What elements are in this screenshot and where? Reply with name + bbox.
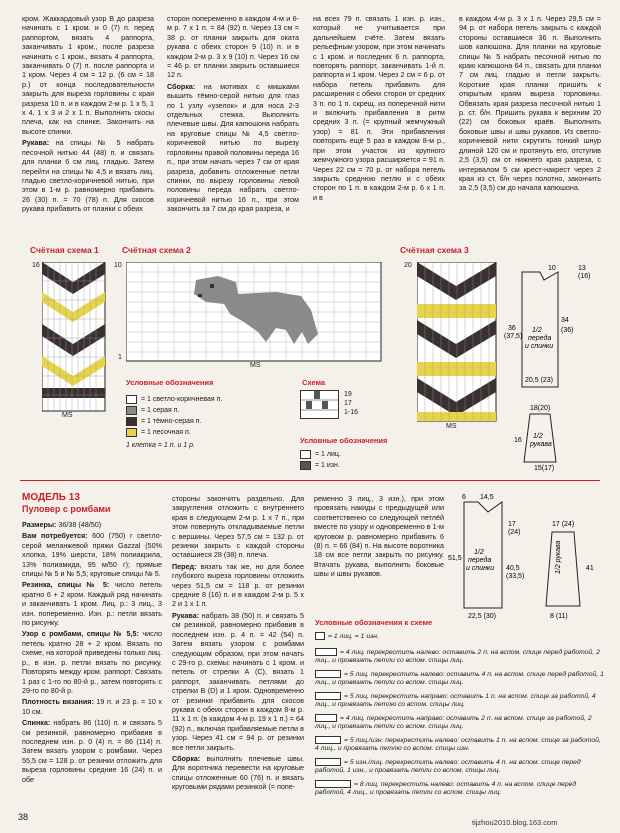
- cable-4-right-symbol: [315, 714, 337, 722]
- text-sleeves-continued: сторон попеременно в каждом 4-м и 6-м р. 7 х 1 п. = 84 (92) п. Через 13 см = 38 р. от планки закрыть для оката рукава с обеих сторон 9 (10) п. и в каждом 2-м р. 3 х 9 (10) п. Через 16 см = 46 р. от планки закрыть оставшиеся 12 п.: [167, 14, 299, 80]
- bottom-legend-text-8: = 8 лиц. перекрестить налево: оставить 4 п. на вспом. спице перед работой, 4 лиц., и провязать петли со вспом. спицы лиц.: [315, 780, 577, 797]
- legend-1-item-3: [126, 417, 202, 426]
- svg-text:(24): (24): [508, 529, 521, 536]
- svg-text:рукава: рукава: [530, 441, 552, 448]
- rib-text: число петель кратно 6 + 2 кром. Каждый ряд начинать и заканчивать 1 кром. Лиц. р.: 3 лиц., 3 изн. попеременно. Изн. р.: петли вязать по рисунку.: [22, 580, 163, 628]
- bottom-legend-item-5: [315, 714, 605, 732]
- bottom-legend-text-5: = 4 лиц. перекрестить направо: оставить 2 п. на вспом. спице за работой, 2 лиц., и провязать петли со вспом. спицы лиц.: [315, 714, 592, 731]
- svg-text:и спинки: и спинки: [525, 343, 554, 350]
- text-back-continuation: кром. Жаккардовый узор В до разреза начинать с 1 кром. и 0 (7) п. перед раппортом, вязать 4 раппорта, заканчивать 1 кром., после разреза начинать с 1 кром., вязать 4 раппорта, заканчивать 0 (7) п. после раппорта и 1 кром. Через 4 см = 12 р. (6 см = 18 р.) от конца последовательности закрыть для выреза горловины с края разреза 10 п. и в каждом 2-м р. 1 х 5, 1 х 4, 1 х 3 и 2 х 1 п. Выполнить скосы плеча, как на спинке. Закончить на высоте спинки.: [22, 14, 154, 136]
- model-subtitle: Пуловер с ромбами: [22, 504, 111, 514]
- svg-text:13: 13: [578, 265, 586, 272]
- legend-1-note: 1 клетка = 1 п. и 1 р.: [126, 442, 196, 449]
- neckline-text: стороны закончить раздельно. Для закругления отложить с внутреннего края в следующем 2-м р. 1 х 7 п., при этом повернуть откладываемые петли с вершины. Через 57,5 см = 132 р. от резинки закрыть с каждой стороны оставшиеся 28 (38) п. плеча.: [172, 494, 304, 560]
- text-column-4: [459, 14, 601, 195]
- legend-1-label-4: = 1 песочная п.: [141, 429, 191, 436]
- svg-text:(33,5): (33,5): [506, 573, 525, 580]
- legend-1-item-1: [126, 395, 222, 404]
- chart-1-grid: [42, 262, 106, 412]
- legend-1-item-2: [126, 406, 180, 415]
- text-finishing: в каждом 4-м р. 3 х 1 п. Через 29,5 см = 94 р. от набора петель закрыть с каждой стороны оставшиеся 36 п. Выполнить шов капюшона. Для планки на круговые спицы № 5 набрать песочной нитью по краю капюшона 64 п., связать для планки 7 см лиц. гладью и петли закрыть. Короткие края планки пришить к открытым краям выреза горловины. Обвязать края разреза песочной нитью 1 р. ст. б/н. Пришить рукава к верхним 20 (22) см боковых краёв. Выполнить боковые швы и швы рукавов. Из светло-коричневой нити скрутить тонкий шнур длиной 120 см и протянуть его, отступив 2,5 (3,5) см от нижнего края разреза, с интервалом 5 см крест-накрест через 2 края из ст. б/н через полотно, закончить за 2,5 (3,5) см до начала капюшона.: [459, 14, 601, 193]
- legend-1-swatch-4: [126, 428, 137, 437]
- front-text: вязать так же, но для более глубокого выреза горловины отложить через 51,5 см = 118 р. от резинки средние 8 (16) п. и в каждом 2-м р. 5 х 2 и 1 х 1 п.: [172, 561, 304, 609]
- svg-text:переда: переда: [468, 557, 492, 564]
- svg-text:1/2: 1/2: [474, 549, 484, 556]
- page-number: 38: [18, 812, 29, 822]
- chart-3-title: Счётная схема 3: [400, 245, 469, 255]
- cable-8-left-symbol: [315, 780, 351, 788]
- svg-text:15(17): 15(17): [534, 465, 555, 472]
- model-assembly-text: выполнить плечевые швы. Для воротника перевести на круговые спицы отложенные 60 (76) п. и вязать круговыми рядами резинкой (= попе-: [172, 753, 304, 792]
- svg-text:41: 41: [586, 565, 594, 572]
- schematic-pullover: [448, 490, 608, 630]
- bottom-legend-title: Условные обозначения к схеме: [315, 618, 433, 627]
- svg-text:34: 34: [561, 317, 569, 324]
- legend-1-swatch-3: [126, 417, 137, 426]
- svg-text:10: 10: [548, 265, 556, 272]
- bottom-legend-text-2: = 4 лиц. перекрестить налево: оставить 2 п. на вспом. спице перед работой, 2 лиц., и провязать петли со вспом. спицы лиц.: [315, 648, 600, 665]
- text-column-2: [167, 14, 299, 216]
- front-label: Перед:: [172, 561, 197, 571]
- bottom-legend-text-1: = 1 лиц. = 1 изн.: [328, 632, 379, 640]
- back-text: набрать 86 (110) п. и связать 5 см резинкой, равномерно прибавив в последнем изн. р. 0 (4) п. = 86 (114) п. Затем вязать узором с ромбами. Через 55,5 см = 128 р. от резинки отложить для выреза горловины средние 16 (24) п. и обе: [22, 718, 162, 784]
- chart-1-title: Счётная схема 1: [30, 245, 99, 255]
- bottom-legend-item-8: [315, 780, 605, 798]
- cable-5-right-symbol: [315, 692, 341, 700]
- cable-5-knit-purl-symbol: [315, 736, 341, 744]
- bottom-legend-text-4: = 5 лиц. перекрестить направо: оставить 1 п. на вспом. спице за работой, 4 лиц., и провязать петлю со вспом. спицы лиц.: [315, 692, 596, 709]
- legend-2-item-1: [300, 450, 341, 459]
- bottom-legend-item-3: [315, 670, 605, 688]
- legend-2-swatch-purl: [300, 461, 311, 470]
- legend-2-label-purl: = 1 изн.: [315, 462, 340, 469]
- legend-1-title: Условные обозначения: [126, 378, 214, 387]
- bottom-legend-text-7: = 5 изн./лиц. перекрестить налево: оставить 4 п. на вспом. спице перед работой, 1 изн., и провязать петли со вспом. спицы лиц.: [315, 758, 581, 775]
- legend-1-label-3: = 1 тёмно-серая п.: [141, 418, 202, 425]
- collar-text: ременно 3 лиц., 3 изн.), при этом провязать накиды с предыдущей или соответственно со следующей петлёй вместе по узору и одновременно в 1-м круговом р. равномерно прибавить 6 (8) п. = 66 (84) п. На высоте воротника 18 см все петли закрыть по рисунку. Втачать рукава, выполнить боковые швы и швы рукавов.: [314, 494, 444, 579]
- chart-1-row-label-16: 16: [32, 262, 40, 269]
- site-watermark: tijzhou2010.blog.163.com: [472, 818, 558, 827]
- cable-5-left-symbol: [315, 670, 341, 678]
- svg-text:и спинки: и спинки: [466, 565, 495, 572]
- svg-text:18(20): 18(20): [530, 405, 551, 412]
- svg-text:(37,5): (37,5): [504, 333, 523, 340]
- materials-label: Вам потребуется:: [22, 531, 88, 541]
- cable-5-purl-knit-symbol: [315, 758, 341, 766]
- chart-2-row-label-1: 1: [118, 354, 122, 361]
- scheme-title: Схема: [302, 378, 326, 387]
- svg-text:40,5: 40,5: [506, 565, 520, 572]
- svg-text:1/2: 1/2: [533, 433, 543, 440]
- model-column-3: [314, 494, 444, 581]
- bottom-legend-text-6: = 5 лиц./изн. перекрестить налево: оставить 1 п. на вспом. спице за работой, 4 лиц., и провязать петлю со вспом. спицы изн.: [315, 736, 601, 753]
- materials-text: 600 (750) г светло-серой меланжевой пряжи Gazzal (50% хлопка, 19% шерсти, 18% полиакрила, 13% полиамида, 95 м/50 г); прямые спицы № 5 и № 5,5; круговые спицы № 5.: [22, 531, 163, 579]
- cable-4-left-symbol: [315, 648, 337, 656]
- bottom-legend-text-3: = 5 лиц. перекрестить налево: оставить 4 п. на вспом. спице перед работой, 1 лиц., и провязать петли со вспом. спицы лиц.: [315, 670, 604, 687]
- chart-3-grid: [417, 262, 497, 422]
- bottom-legend-item-4: [315, 692, 605, 710]
- legend-1-item-4: [126, 428, 191, 437]
- legend-2-title: Условные обозначения: [300, 436, 388, 445]
- bottom-legend-item-1: [315, 632, 605, 641]
- chart-2-ms-label: MS: [250, 362, 261, 369]
- rhomb-label: Узор с ромбами, спицы № 5,5:: [22, 629, 139, 639]
- legend-1-swatch-1: [126, 395, 137, 404]
- chart-3-ms-label: MS: [446, 423, 457, 430]
- legend-2-label-knit: = 1 лиц.: [315, 451, 341, 458]
- section-divider: [20, 480, 600, 481]
- svg-text:8 (11): 8 (11): [550, 613, 568, 620]
- svg-text:20,5 (23): 20,5 (23): [525, 377, 554, 384]
- text-column-1: [22, 14, 154, 216]
- model-sleeves-text: набрать 38 (50) п. и связать 5 см резинкой, равномерно прибавив в последнем изн. р. 4 п. = 42 (54) п. Затем вязать узором с ромбами следующим образом, при этом начать с 29-го р. схемы: начинать с 1 кром. и петель от стрелки А (С), вязать 1 раппорт, заканчивать петлями до стрелки В (D) и 1 кром. Одновременно от резинки прибавить для скосов рукава с обеих сторон в каждом 8-м р. 11 х 1 п. (в каждом 4-м р. 19 х 1 п.) = 64 (92) п., включая прибавляемые петли в узор. Через 41 см = 94 р. от резинки все петли закрыть.: [172, 610, 305, 752]
- scheme-row-19: 19: [344, 391, 352, 398]
- svg-text:6: 6: [462, 494, 466, 501]
- text-sleeves: на спицы № 5 набрать песочной нитью 44 (48) п. и связать для планки 6 см лиц. гладью. Затем перейти на спицы № 4,5 и вязать лиц. гладью светло-коричневой нитью, при этом в 1-м р. равномерно прибавить 26 (30) п. = 70 (78) п. Для скосов рукава прибавить от планки с обеих: [22, 138, 154, 214]
- scheme-grid: [300, 390, 340, 420]
- svg-text:(16): (16): [578, 273, 591, 280]
- model-sleeves-label: Рукава:: [172, 610, 200, 620]
- legend-1-label-1: = 1 светло-коричневая п.: [141, 396, 223, 403]
- svg-text:17: 17: [508, 521, 516, 528]
- chart-2-row-label-10: 10: [114, 262, 122, 269]
- text-hood: на всех 79 п. связать 1 изн. р. изн., который не учитывается при дальнейшем счёте. Затем вязать рельефным узором, при этом начинать с 1 кром. и последних 6 п. раппорта, повторять раппорт, заканчивать 1-й п. раппорта и 1 кром. Через 2 см = 6 р. от набора петель прибавить для расширения с обеих сторон от средних 3 п. по 1 п. скрещ. из поперечной нити и включить прибавления в ритм средних 3 п. (= крупный жемчужный узор) = 81 п. Эти прибавления повторить ещё 5 раз в каждом 8-м р., при этом участок из крупного жемчужного узора расширяется = 91 п. Через 22 см = 70 р. от набора петель закрыть среднюю петлю и с обеих сторон по 1 п. в каждом 2-м р. 6 х 1 п. и в: [313, 14, 445, 202]
- text-assembly: на мотивах с мишками вышить тёмно-серой нитью для глаз по 1 узлу «узелок» и для носа 2-3 отдельных стежка. Выполнить плечевые швы. Для капюшона набрать на круговые спицы № 4,5 светло-коричневой нитью по вырезу горловины правой половины переда 16 п., при этом начать через 7 см от края разреза, добавить отложенные петли спинки, по вырезу горловины левой половины переда набрать светло-коричневой нитью 16 п., при этом закончить за 7 см до края разреза, и: [167, 81, 299, 214]
- sleeves-label: Рукава:: [22, 138, 50, 148]
- bottom-legend-item-2: [315, 648, 605, 666]
- density-text: 19 п. и 23 р. = 10 х 10 см.: [22, 697, 162, 716]
- legend-1-label-2: = 1 серая п.: [141, 407, 180, 414]
- chart-3-row-label-20: 20: [404, 262, 412, 269]
- back-label: Спинка:: [22, 718, 51, 728]
- svg-text:(36): (36): [561, 327, 574, 334]
- svg-text:переда: переда: [528, 335, 552, 342]
- chart-2-title: Счётная схема 2: [122, 245, 191, 255]
- bottom-legend-item-6: [315, 736, 605, 754]
- svg-text:51,5: 51,5: [448, 555, 462, 562]
- bottom-legend-item-7: [315, 758, 605, 776]
- svg-text:1/2 рукава: 1/2 рукава: [555, 540, 562, 574]
- scheme-row-17: 17: [344, 400, 352, 407]
- sizes-label: Размеры:: [22, 520, 57, 529]
- text-column-3: [313, 14, 445, 204]
- model-title: МОДЕЛЬ 13: [22, 492, 80, 503]
- svg-text:17 (24): 17 (24): [552, 521, 575, 528]
- model-column-1: [22, 520, 162, 786]
- knit-symbol: [315, 632, 325, 640]
- rhomb-text: число петель кратно 28 + 2 кром. Вязать по схеме, на которой приведены только лиц. р., в изн. р. петли вязать по рисунку. Повторять между кром. раппорт. Связать 1 раз с 1-го по 80-й р., затем повторять с 29-го по 80-й р.: [22, 629, 162, 695]
- svg-text:36: 36: [508, 325, 516, 332]
- scheme-row-1-16: 1-16: [344, 409, 359, 416]
- schematic-hoodie: [500, 262, 605, 472]
- legend-2-item-2: [300, 461, 340, 470]
- rib-label: Резинка, спицы № 5:: [22, 580, 110, 590]
- svg-text:14,5: 14,5: [480, 494, 494, 501]
- chart-2-grid: [126, 262, 382, 362]
- model-assembly-label: Сборка:: [172, 753, 201, 763]
- sizes-value: 36/38 (48/50): [58, 520, 102, 529]
- schematic-top-half-label: 1/2: [532, 327, 542, 334]
- assembly-label: Сборка:: [167, 81, 196, 91]
- model-column-2: [172, 494, 304, 794]
- density-label: Плотность вязания:: [22, 697, 94, 707]
- legend-2-swatch-knit: [300, 450, 311, 459]
- svg-text:16: 16: [514, 437, 522, 444]
- legend-1-swatch-2: [126, 406, 137, 415]
- chart-1-ms-label: MS: [62, 412, 73, 419]
- svg-text:22,5 (30): 22,5 (30): [468, 613, 497, 620]
